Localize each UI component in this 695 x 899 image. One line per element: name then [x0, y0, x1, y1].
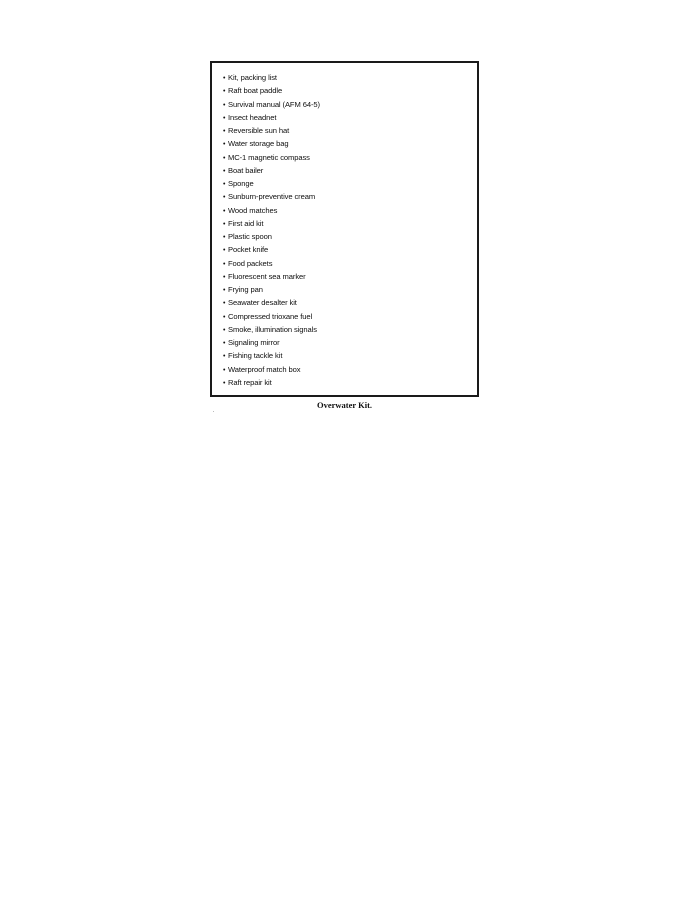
packing-list: [223, 71, 320, 389]
bullet-icon: •: [223, 340, 226, 347]
scan-speck: [213, 411, 214, 412]
list-item: [223, 151, 320, 164]
list-item: [223, 230, 320, 243]
bullet-icon: •: [223, 194, 226, 202]
list-item-label: Signaling mirror: [228, 338, 280, 347]
list-item: [223, 296, 320, 309]
bullet-icon: •: [223, 75, 226, 82]
bullet-icon: •: [223, 167, 226, 175]
bullet-icon: •: [223, 247, 226, 255]
packing-list-box: [210, 61, 479, 397]
list-item-label: Fishing tackle kit: [228, 351, 283, 361]
list-item-label: Sunburn-preventive cream: [228, 192, 316, 202]
bullet-icon: •: [223, 366, 226, 374]
list-item: [223, 98, 320, 111]
list-item: [223, 270, 320, 283]
list-item-label: Kit, packing list: [228, 73, 277, 82]
list-item-label: Pocket knife: [228, 245, 269, 255]
list-item-label: Waterproof match box: [228, 364, 301, 374]
list-item-label: Raft repair kit: [228, 377, 272, 387]
bullet-icon: •: [223, 181, 226, 188]
list-item: [223, 349, 320, 362]
list-item-label: Food packets: [228, 258, 273, 268]
bullet-icon: •: [223, 326, 226, 334]
bullet-icon: •: [223, 154, 226, 162]
bullet-icon: •: [223, 101, 226, 109]
list-item-label: MC-1 magnetic compass: [228, 152, 310, 162]
list-item: [223, 376, 320, 389]
bullet-icon: •: [223, 379, 226, 387]
list-item: [223, 111, 320, 124]
bullet-icon: •: [223, 207, 226, 215]
list-item-label: Water storage bag: [228, 139, 289, 149]
bullet-icon: •: [223, 128, 226, 135]
list-item: [223, 257, 320, 270]
list-item: [223, 177, 320, 190]
list-item: [223, 363, 320, 376]
list-item-label: Insect headnet: [228, 112, 277, 122]
list-item: [223, 243, 320, 256]
bullet-icon: •: [223, 353, 226, 361]
list-item-label: Survival manual (AFM 64-5): [228, 99, 320, 109]
figure-caption: Overwater Kit.: [316, 400, 373, 410]
list-item-label: Wood matches: [228, 205, 278, 215]
list-item-label: Frying pan: [228, 285, 263, 294]
list-item-label: Smoke, illumination signals: [228, 324, 317, 334]
list-item-label: First aid kit: [228, 218, 264, 228]
list-item: [223, 310, 320, 323]
list-item: [223, 84, 320, 97]
list-item: [223, 204, 320, 217]
bullet-icon: •: [223, 313, 226, 321]
bullet-icon: •: [223, 220, 226, 228]
bullet-icon: •: [223, 234, 226, 241]
bullet-icon: •: [223, 260, 226, 268]
list-item: [223, 124, 320, 137]
list-item: [223, 164, 320, 177]
list-item-label: Sponge: [228, 179, 254, 188]
list-item-label: Fluorescent sea marker: [228, 271, 306, 281]
bullet-icon: •: [223, 141, 226, 149]
list-item-label: Seawater desalter kit: [228, 298, 297, 308]
list-item-label: Boat bailer: [228, 165, 264, 175]
bullet-icon: •: [223, 273, 226, 281]
list-item-label: Raft boat paddle: [228, 86, 283, 96]
list-item: [223, 137, 320, 150]
list-item: [223, 71, 320, 84]
list-item-label: Plastic spoon: [228, 232, 272, 241]
bullet-icon: •: [223, 114, 226, 122]
list-item: [223, 283, 320, 296]
list-item: [223, 323, 320, 336]
bullet-icon: •: [223, 300, 226, 308]
list-item-label: Compressed trioxane fuel: [228, 311, 313, 321]
list-item: [223, 217, 320, 230]
list-item-label: Reversible sun hat: [228, 126, 290, 135]
list-item: [223, 190, 320, 203]
bullet-icon: •: [223, 287, 226, 294]
bullet-icon: •: [223, 88, 226, 96]
list-item: [223, 336, 320, 349]
